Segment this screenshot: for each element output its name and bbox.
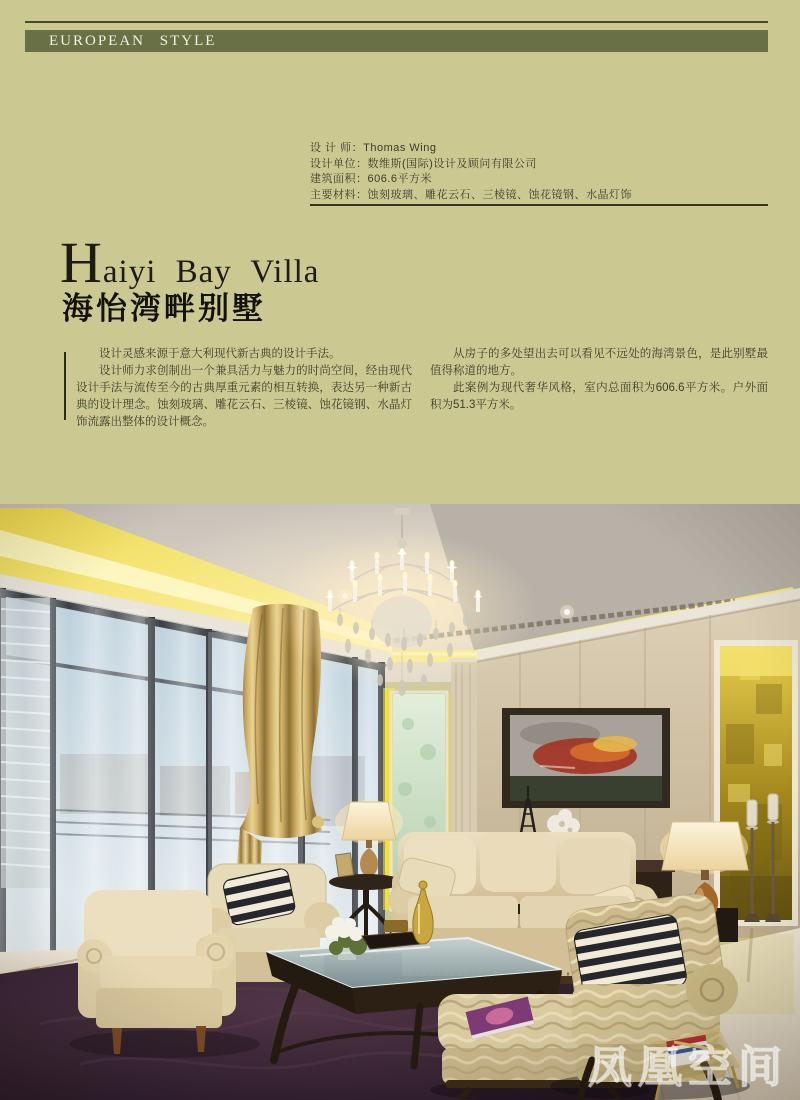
meta-value: 数维斯(国际)设计及顾问有限公司 [367, 157, 537, 170]
meta-floor-area [310, 172, 632, 188]
paragraph: 设计灵感来源于意大利现代新古典的设计手法。 [99, 348, 341, 360]
meta-value: 606.6平方米 [367, 173, 433, 185]
meta-design-firm [310, 157, 632, 173]
meta-label: 设计单位： [310, 157, 368, 170]
meta-value: Thomas Wing [363, 142, 437, 154]
header-top-rule [25, 21, 768, 23]
meta-label: 主要材料： [310, 188, 368, 201]
meta-label: 建筑面积： [310, 173, 368, 185]
section-header-bar [25, 30, 768, 52]
meta-value: 蚀刻玻璃、雕花云石、三棱镜、蚀花镜钢、水晶灯饰 [367, 188, 632, 201]
watermark-text: 凤凰空间 [588, 1042, 788, 1093]
living-room-photo [0, 504, 800, 1100]
paragraph: 此案例为现代奢华风格，室内总面积为606.6平方米。户外面积为51.3平方米。 [430, 382, 768, 411]
paragraph: 设计师力求创制出一个兼具活力与魅力的时尚空间，经由现代设计手法与流传至今的古典厚重元素的相互转换，表达另一种新古典的设计理念。蚀刻玻璃、雕花云石、三棱镜、蚀花镜钢、水晶灯饰流露出整体的设计概念。 [76, 365, 412, 428]
body-column-right [430, 346, 768, 414]
meta-divider [310, 204, 768, 206]
body-column-left [76, 346, 412, 431]
section-title: EUROPEAN STYLE [49, 33, 217, 49]
meta-label: 设 计 师： [310, 142, 364, 154]
title-chinese: 海怡湾畔别墅 [62, 291, 266, 327]
title-dropcap: H [60, 230, 103, 295]
photo-vignette [0, 504, 800, 1100]
title-rest: aiyi Bay Villa [102, 254, 320, 290]
left-column-rule [64, 352, 66, 420]
meta-designer [310, 141, 632, 157]
paragraph: 从房子的多处望出去可以看见不远处的海湾景色，是此别墅最值得称道的地方。 [430, 348, 768, 377]
meta-materials [310, 188, 632, 204]
project-meta [310, 141, 632, 203]
